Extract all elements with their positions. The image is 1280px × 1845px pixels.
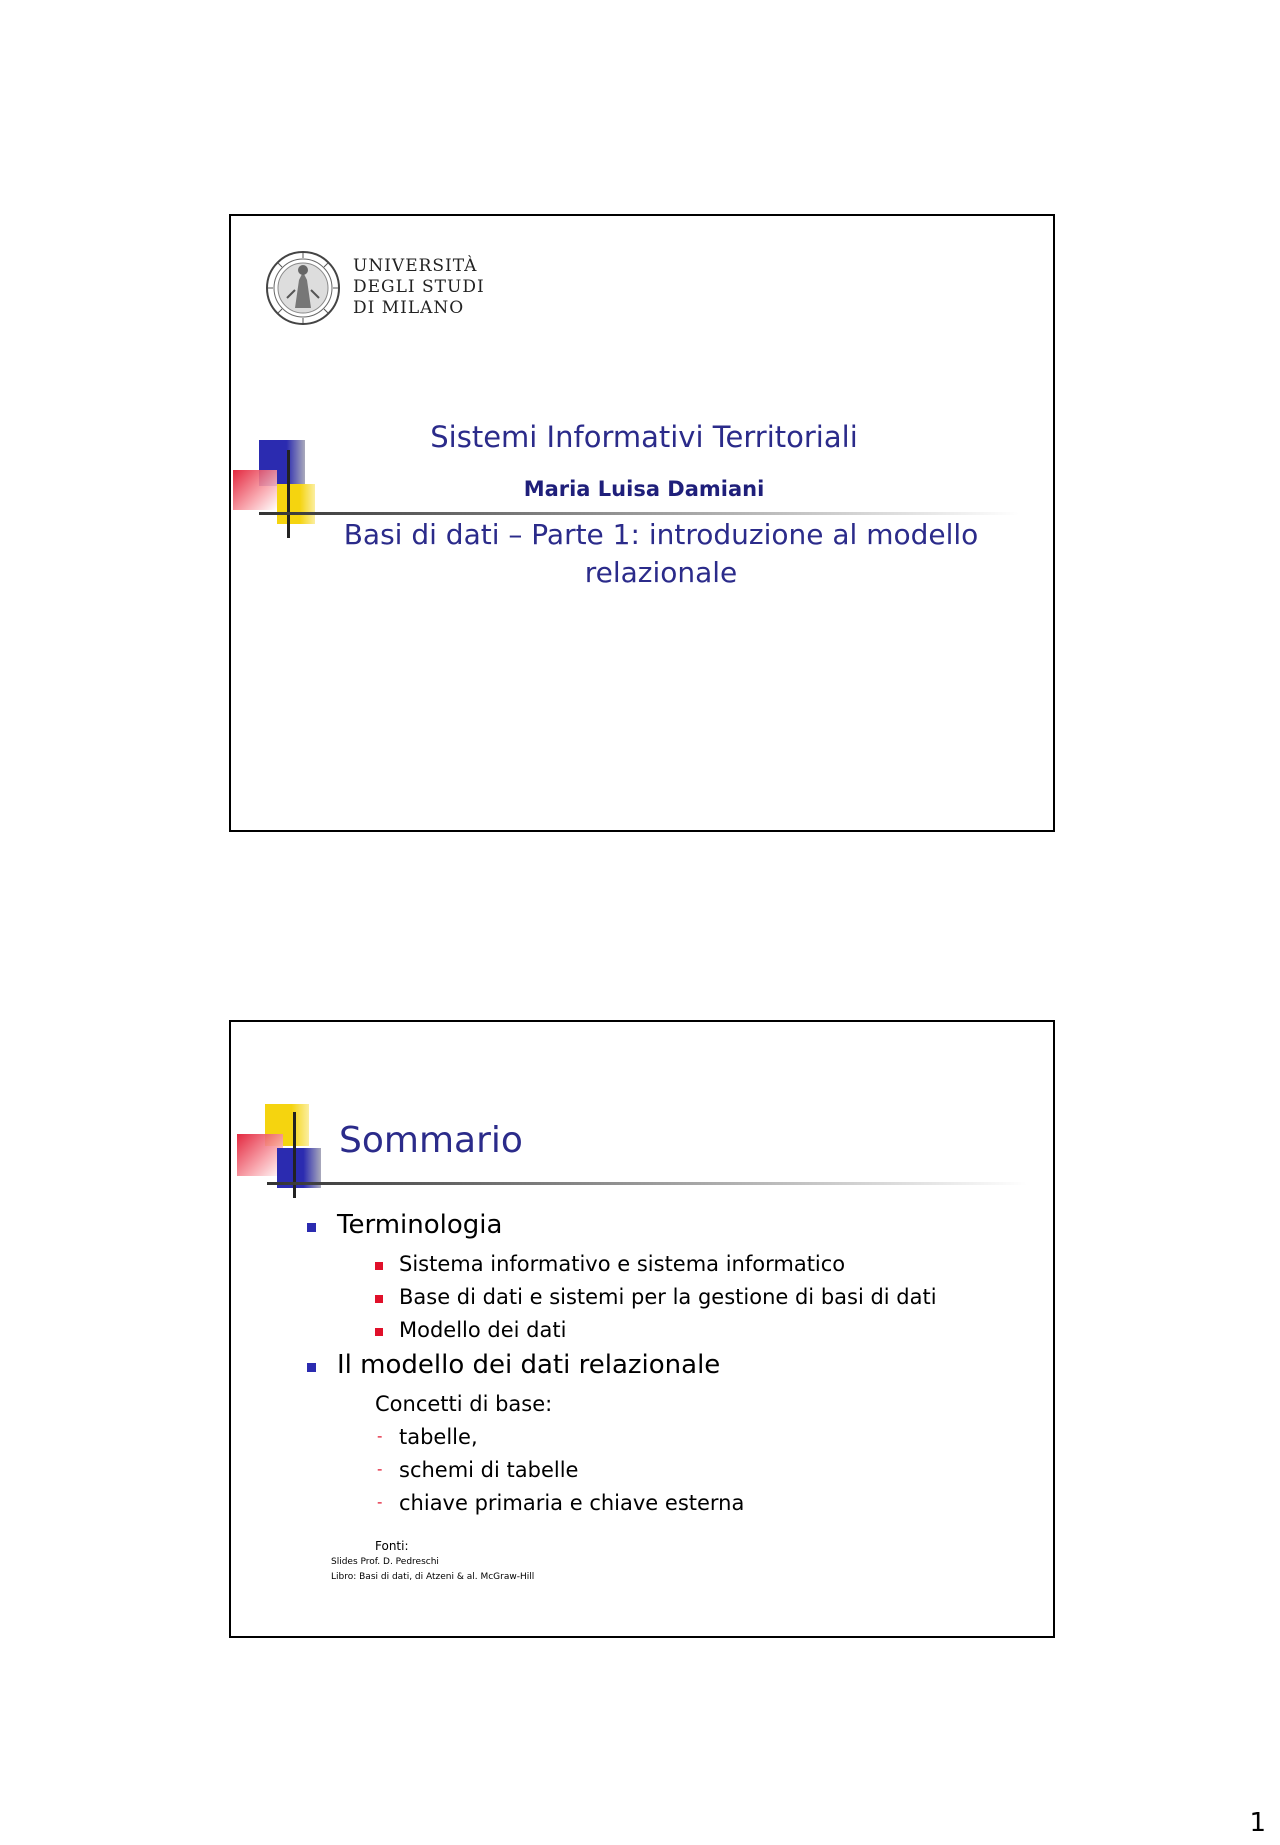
dash-bullet-icon: -: [377, 1460, 383, 1478]
concepts-intro: Concetti di base:: [375, 1392, 553, 1416]
university-seal-icon: [265, 250, 341, 326]
bullet-icon: [307, 1223, 316, 1232]
bullet-icon: [375, 1295, 383, 1303]
university-name: [353, 256, 485, 319]
bullet-icon: [375, 1262, 383, 1270]
deco-vertical-line: [293, 1112, 296, 1198]
sub-list-item-label: Modello dei dati: [399, 1318, 567, 1342]
title-rule: [259, 512, 1019, 515]
page-number: 1: [1249, 1808, 1266, 1838]
dash-bullet-icon: -: [377, 1493, 383, 1511]
source-line: Slides Prof. D. Pedreschi: [331, 1557, 439, 1567]
bullet-icon: [375, 1328, 383, 1336]
sub-list-item-label: chiave primaria e chiave esterna: [399, 1491, 745, 1515]
sub-list-item: [399, 1318, 566, 1342]
slide-2: [229, 1020, 1055, 1638]
sub-list-item-label: tabelle,: [399, 1425, 478, 1449]
source-line: Libro: Basi di dati, di Atzeni & al. McGraw-Hill: [331, 1572, 535, 1582]
title-rule: [267, 1182, 1027, 1185]
list-item-label: Terminologia: [337, 1210, 503, 1240]
slide-1: [229, 214, 1055, 832]
list-item: [337, 1210, 502, 1240]
author-name: Maria Luisa Damiani: [523, 477, 765, 501]
sub-list-item-label: Base di dati e sistemi per la gestione di basi di dati: [399, 1285, 937, 1309]
university-line-2: DEGLI STUDI: [353, 277, 485, 297]
sub-list-item: [377, 1458, 579, 1482]
sub-list-item: [377, 1491, 745, 1515]
sources-heading: Fonti:: [375, 1539, 409, 1553]
list-item: [337, 1350, 720, 1380]
university-line-1: UNIVERSITÀ: [353, 256, 478, 276]
presentation-title: Sistemi Informativi Territoriali: [430, 420, 858, 454]
sub-list-item-label: Sistema informativo e sistema informatico: [399, 1252, 846, 1276]
presentation-subtitle: Basi di dati – Parte 1: introduzione al modello relazionale: [343, 518, 979, 589]
sub-list-item: [399, 1252, 845, 1276]
bullet-icon: [307, 1363, 316, 1372]
sub-list-item-label: schemi di tabelle: [399, 1458, 579, 1482]
university-line-3: DI MILANO: [353, 298, 465, 318]
dash-bullet-icon: -: [377, 1427, 383, 1445]
slide-title: Sommario: [339, 1120, 523, 1161]
sub-list-item: [399, 1285, 937, 1309]
university-logo: [265, 250, 485, 330]
sub-list-item: [377, 1425, 478, 1449]
list-item-label: Il modello dei dati relazionale: [337, 1350, 721, 1380]
title-decoration: [237, 1104, 337, 1214]
